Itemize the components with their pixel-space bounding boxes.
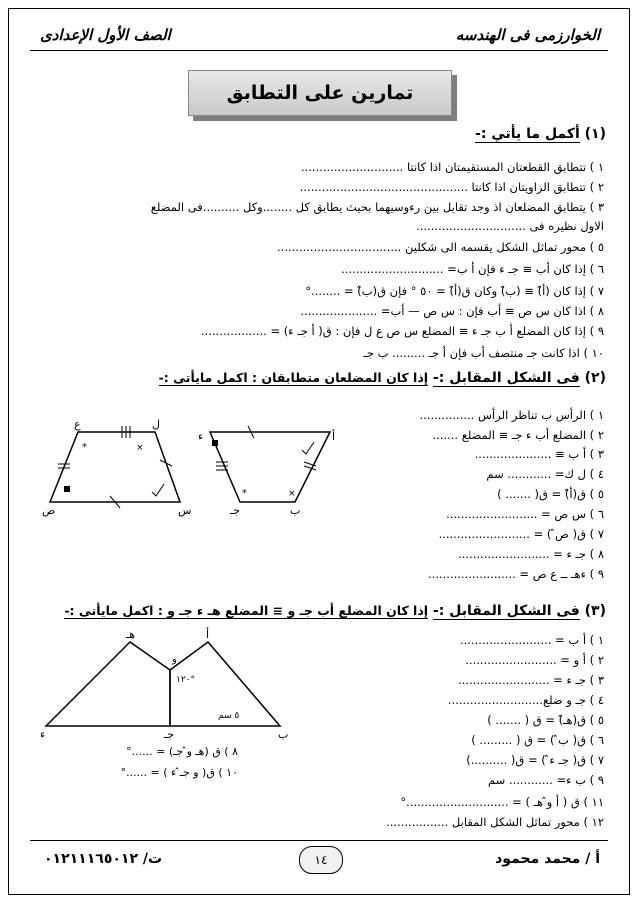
fig3-length: ٥ سم (218, 711, 240, 721)
s3-item: ٧ ) ق( جـ ء̂ ) = ق( ..........) (466, 753, 604, 767)
author-name: أ / محمد محمود (495, 851, 600, 867)
s3-item: ١ ) أ ب = ......................... (460, 633, 604, 647)
s3-item: ٣ ) جـ ء = ......................... (458, 673, 604, 687)
s1-item: الاول نظيره فى .............................. (416, 219, 604, 233)
section-3-note: إذا كان المضلع أب جـ و ≡ المضلع هـ ء جـ و : اكمل مايأتى :- (64, 603, 429, 618)
section-3-item-10: ١٠ ) ق( و جـ̂ ء ) = ......° (120, 766, 238, 779)
section-1-number: (١) (584, 126, 606, 142)
s2-item: ١ ) الرأس ب تناظر الرأس ............... (419, 408, 604, 422)
page-title: تمارين على التطابق (188, 70, 452, 116)
s3-item: ٤ ) جـ و ضلع.......................... (447, 693, 604, 707)
fig2-label-j: جـ (230, 504, 241, 517)
s3-item: ١١ ) ق ( أ و̂ هـ ) = ............................° (400, 795, 604, 809)
section-3-figure (40, 630, 290, 740)
svg-text:×: × (288, 489, 296, 499)
s2-item: ٧ ) ق( ص̂ ) = ......................... (438, 527, 604, 541)
s2-item: ٣ ) أ ب ≡ ..................... (474, 447, 604, 461)
fig3-label-a: أ (206, 628, 210, 641)
section-3-number: (٣) (584, 603, 606, 619)
grade-label: الصف الأول الإعدادى (40, 26, 171, 44)
fig2-label-d: ء (198, 430, 204, 443)
fig3-label-w: و (172, 654, 177, 665)
s2-item: ٩ ) ءهـ ــ ع ص = ........................ (428, 567, 604, 581)
section-2-heading (159, 370, 606, 386)
s2-item: ٢ ) المضلع أب ء جـ ≡ المضلع ....... (432, 428, 604, 442)
s1-item: ٥ ) محور تماثل الشكل يقسمه الى شكلين .................................. (277, 240, 604, 254)
svg-text:*: * (242, 488, 247, 499)
s2-item: ٨ ) جـ ء = ......................... (458, 547, 604, 561)
s1-item: ٧ ) إذا كان (أ̂) ≡ (ب̂) وكان ق(أ̂) = ٥٠ ° فإن ق(ب̂) = ........° (305, 284, 604, 298)
s2-item: ٥ ) ق(أ̂) = ق( ....... ) (497, 487, 604, 501)
s1-item: ٩ ) إذا كان المضلع أ ب جـ ء ≡ المضلع س ص ع ل فإن : ق( أ جـ ء) = .................. (201, 324, 604, 338)
s1-item: ١٠ ) اذا كانت جـ منتصف أب فإن أ جـ ......... ب جـ (363, 346, 604, 360)
svg-text:×: × (136, 443, 144, 453)
s3-item: ١٢ ) محور تماثل الشكل المقابل ................. (386, 815, 604, 829)
fig3-label-j: جـ (164, 728, 175, 741)
section-3-heading (64, 603, 606, 619)
fig2-label-l: ل (152, 418, 160, 431)
section-2-number: (٢) (584, 370, 606, 386)
fig3-label-h: هـ (126, 628, 136, 641)
s3-item: ٢ ) أ و = ......................... (465, 653, 604, 667)
book-title: الخوارزمى فى الهندسه (455, 26, 600, 44)
fig3-angle: ١٢٠° (176, 675, 196, 685)
s2-item: ٤ ) ل ك= ............ سم (486, 467, 604, 481)
s3-item: ٦ ) ق( ب̂ ) = ق ( ......... ) (471, 733, 604, 747)
header-rule (30, 50, 608, 51)
fig2-label-ain: ع (74, 418, 81, 431)
section-3-label: فى الشكل المقابل :- (432, 603, 580, 619)
s1-item: ٦ ) إذا كان أب ≡ جـ ء فإن أ ب= ............................ (341, 262, 604, 276)
s1-item: ٣ ) يتطابق المضلعان اذ وجد تقابل بين رءوسيهما بحيث يطابق كل ........وكل ..........فى المضلع (150, 200, 604, 214)
s2-item: ٦ ) س ص = ......................... (446, 507, 604, 521)
s1-item: ١ ) تتطابق القطعتان المستقيمتان اذا كانتا ............................ (300, 160, 604, 174)
fig2-label-b: ب (290, 504, 301, 517)
svg-text:*: * (82, 442, 87, 453)
footer-rule (30, 840, 608, 841)
section-1-heading (475, 126, 606, 142)
fig3-label-b: ب (278, 728, 289, 741)
section-2-note: إذا كان المضلعان متطابقان : اكمل مايأتى :- (158, 370, 429, 385)
s3-item: ٩ ) ب ء= ............ سم (488, 773, 604, 787)
s1-item: ٨ ) اذا كان س ص ≡ أب فإن : س ص — أب= ..................... (300, 304, 604, 318)
section-2-figure (40, 420, 340, 520)
s1-item: ٢ ) تتطابق الزاويتان اذا كانتا .............................................. (299, 180, 604, 194)
s3-item: ٥ ) ق(هـ̂) = ق ( ....... ) (487, 713, 604, 727)
fig2-label-a: أ (332, 430, 336, 443)
section-3-item-8: ٨ ) ق (هـ و̂ جـ) = ......° (126, 745, 238, 758)
section-1-label: أكمل ما يأتي :- (475, 126, 580, 142)
fig2-label-s: س (178, 504, 192, 517)
fig3-label-d: ء (40, 728, 46, 741)
fig2-label-sad: ص (42, 504, 56, 517)
section-2-label: فى الشكل المقابل :- (432, 370, 580, 386)
page-number: ١٤ (299, 846, 343, 874)
phone-number: ت/ ٠١٢١١١٦٥٠١٢ (44, 851, 163, 867)
